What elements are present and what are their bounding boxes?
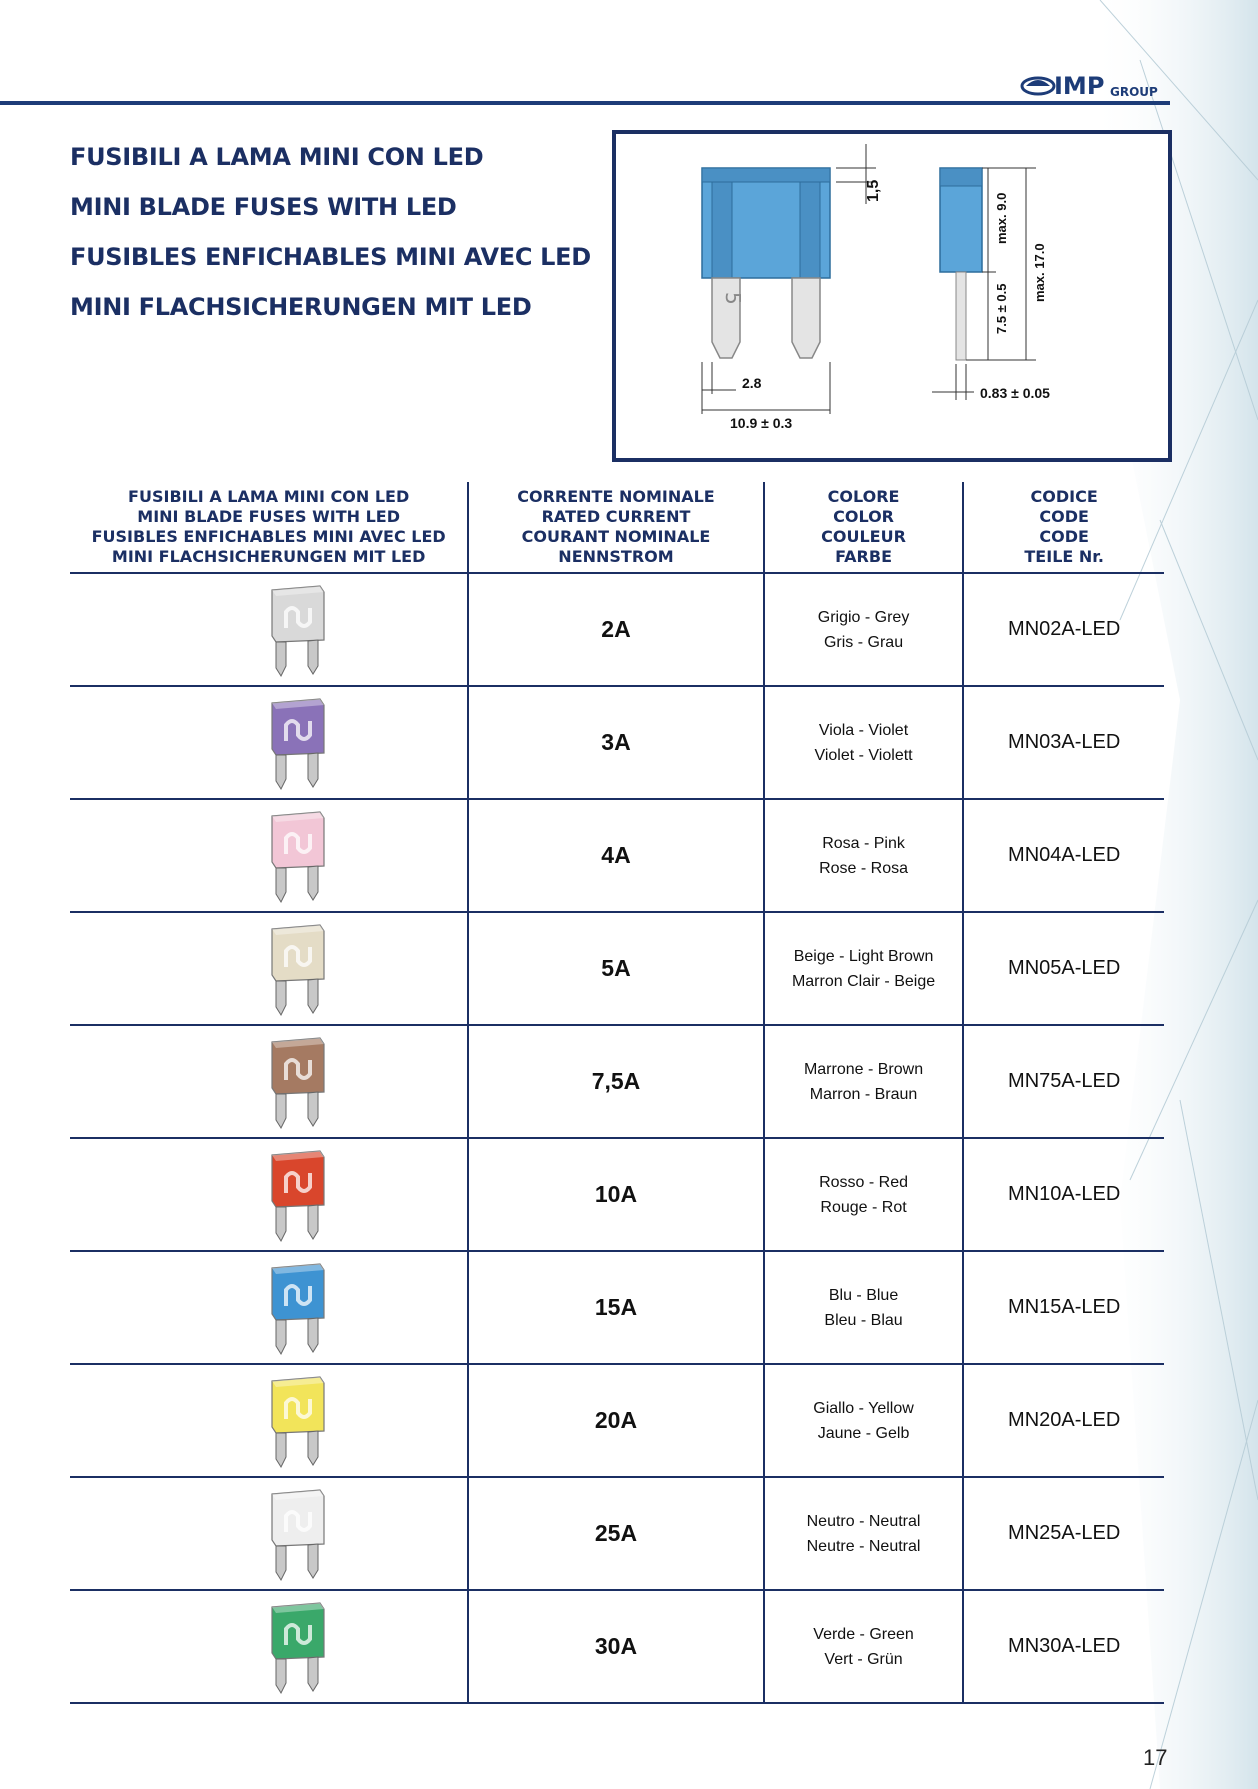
color-label: Neutro - Neutral: [806, 1512, 921, 1530]
title-fr: FUSIBLES ENFICHABLES MINI AVEC LED: [70, 243, 591, 271]
fuse-image: [268, 1486, 328, 1582]
table-row: [70, 1026, 1164, 1139]
rated-current: 20A: [469, 1365, 764, 1476]
color-label: Viola - Violet: [818, 721, 909, 739]
part-code: MN10A-LED: [1008, 1183, 1121, 1205]
color-label: Grigio - Grey: [817, 608, 910, 626]
fuse-image-cell: [70, 1252, 469, 1363]
color-label: Blu - Blue: [828, 1286, 899, 1304]
fuse-image-cell: [70, 1478, 469, 1589]
part-code: MN20A-LED: [1008, 1409, 1121, 1431]
logo-main-text: IMP: [1054, 72, 1105, 100]
fuse-image-cell: [70, 913, 469, 1024]
part-code: MN25A-LED: [1008, 1522, 1121, 1544]
color-cell: [765, 800, 965, 911]
color-label: Verde - Green: [813, 1625, 914, 1643]
fuse-image-cell: [70, 1139, 469, 1250]
rated-current: 7,5A: [469, 1026, 764, 1137]
table-row: [70, 1591, 1164, 1704]
table-row: [70, 574, 1164, 687]
table-row: [70, 1252, 1164, 1365]
header-current: CORRENTE NOMINALE RATED CURRENT COURANT NOMINALE NENNSTROM: [469, 482, 764, 572]
part-code: MN04A-LED: [1008, 844, 1121, 866]
color-cell: [765, 1365, 965, 1476]
table-header: [70, 482, 1164, 574]
fuse-table: [70, 482, 1164, 1704]
page-number: 17: [1143, 1745, 1168, 1770]
header-rule: [0, 101, 1170, 105]
rated-current: 3A: [469, 687, 764, 798]
table-body: [70, 574, 1164, 1704]
dimension-diagram: [612, 130, 1172, 462]
color-label: Rosa - Pink: [822, 834, 905, 852]
color-label: Gris - Grau: [823, 633, 904, 651]
table-row: [70, 687, 1164, 800]
part-code: MN03A-LED: [1008, 731, 1121, 753]
fuse-image-cell: [70, 574, 469, 685]
fuse-image: [268, 1147, 328, 1243]
color-label: Jaune - Gelb: [817, 1424, 910, 1442]
color-label: Bleu - Blau: [824, 1311, 903, 1329]
front-fuse-drawing: [702, 168, 830, 358]
rated-current: 25A: [469, 1478, 764, 1589]
dim-pin: 7.5 ± 0.5: [994, 283, 1009, 334]
title-it: FUSIBILI A LAMA MINI CON LED: [70, 143, 484, 171]
fuse-image: [268, 1373, 328, 1469]
part-code: MN75A-LED: [1008, 1070, 1121, 1092]
table-row: [70, 1365, 1164, 1478]
rated-current: 4A: [469, 800, 764, 911]
color-cell: [765, 913, 965, 1024]
header-product: FUSIBILI A LAMA MINI CON LED MINI BLADE FUSES WITH LED FUSIBLES ENFICHABLES MINI AVEC LED MINI FLACHSICHERUNGEN MIT LED: [70, 482, 469, 572]
table-row: [70, 800, 1164, 913]
rated-current: 15A: [469, 1252, 764, 1363]
color-cell: [765, 574, 965, 685]
header-code: CODICE CODE CODE TEILE Nr.: [1024, 487, 1104, 566]
title-de: MINI FLACHSICHERUNGEN MIT LED: [70, 293, 532, 321]
dim-max17: max. 17.0: [1032, 243, 1047, 302]
fuse-image: [268, 695, 328, 791]
table-row: [70, 1139, 1164, 1252]
color-label: Rosso - Red: [819, 1173, 908, 1191]
fuse-number: 5: [721, 292, 745, 305]
fuse-image-cell: [70, 1591, 469, 1702]
part-code: MN15A-LED: [1008, 1296, 1121, 1318]
page-titles: [70, 132, 591, 332]
part-code: MN05A-LED: [1008, 957, 1121, 979]
color-cell: [765, 1026, 965, 1137]
fuse-image: [268, 921, 328, 1017]
fuse-image: [268, 1260, 328, 1356]
fuse-image-cell: [70, 687, 469, 798]
side-fuse-drawing: [940, 168, 982, 360]
rated-current: 30A: [469, 1591, 764, 1702]
color-cell: [765, 1478, 965, 1589]
imp-group-logo: [1020, 70, 1170, 100]
fuse-image-cell: [70, 1365, 469, 1476]
rated-current: 5A: [469, 913, 764, 1024]
dim-top: 1,5: [865, 179, 882, 202]
color-label: Giallo - Yellow: [813, 1399, 914, 1417]
table-row: [70, 913, 1164, 1026]
dim-max9: max. 9.0: [994, 192, 1009, 244]
color-label: Marrone - Brown: [803, 1060, 924, 1078]
color-label: Rose - Rosa: [819, 859, 908, 877]
color-label: Violet - Violett: [814, 746, 913, 764]
color-cell: [765, 1139, 965, 1250]
color-label: Marron Clair - Beige: [791, 972, 936, 990]
color-label: Vert - Grün: [824, 1650, 903, 1668]
fuse-image: [268, 808, 328, 904]
color-label: Rouge - Rot: [820, 1198, 907, 1216]
title-en: MINI BLADE FUSES WITH LED: [70, 193, 457, 221]
fuse-image-cell: [70, 800, 469, 911]
table-row: [70, 1478, 1164, 1591]
rated-current: 2A: [469, 574, 764, 685]
fuse-image-cell: [70, 1026, 469, 1137]
color-label: Neutre - Neutral: [806, 1537, 921, 1555]
color-label: Beige - Light Brown: [793, 947, 934, 965]
color-cell: [765, 687, 965, 798]
fuse-image: [268, 1599, 328, 1695]
fuse-image: [268, 1034, 328, 1130]
dim-thick: 0.83 ± 0.05: [980, 385, 1050, 401]
part-code: MN30A-LED: [1008, 1635, 1121, 1657]
color-cell: [765, 1591, 965, 1702]
rated-current: 10A: [469, 1139, 764, 1250]
color-cell: [765, 1252, 965, 1363]
fuse-image: [268, 582, 328, 678]
header-color: COLORE COLOR COULEUR FARBE: [765, 482, 965, 572]
dim-width: 10.9 ± 0.3: [730, 415, 793, 431]
logo-sub-text: GROUP: [1110, 85, 1158, 99]
part-code: MN02A-LED: [1008, 618, 1121, 640]
dim-blade: 2.8: [742, 375, 762, 391]
color-label: Marron - Braun: [809, 1085, 918, 1103]
